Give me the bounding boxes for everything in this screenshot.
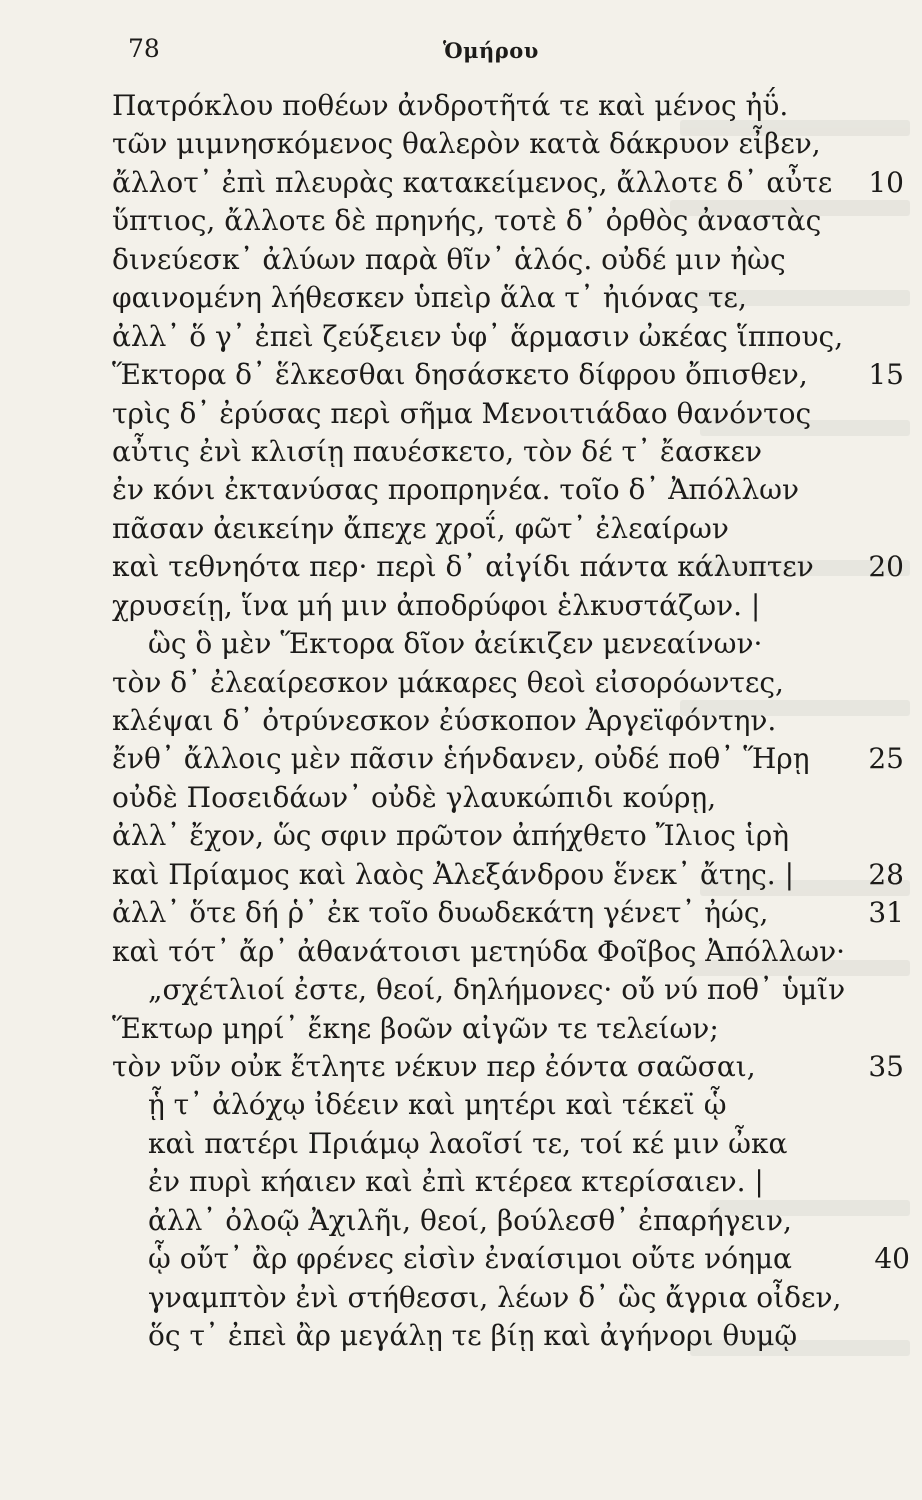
verse-line	[0, 319, 922, 357]
verse-line-text: πᾶσαν ἀεικείην ἄπεχε χροΐ, φῶτ᾽ ἐλεαίρων	[112, 511, 729, 545]
verse-line	[0, 1164, 922, 1202]
verse-line	[0, 626, 922, 664]
verse-line	[0, 703, 922, 741]
verse-line-text: ἄλλοτ᾽ ἐπὶ πλευρὰς κατακείμενος, ἄλλοτε δ᾽ αὖτε	[112, 165, 833, 199]
verse-line-text: αὖτις ἐνὶ κλισίῃ παυέσκετο, τὸν δέ τ᾽ ἔασκεν	[112, 434, 763, 468]
verse-line-text: γναμπτὸν ἐνὶ στήθεσσι, λέων δ᾽ ὣς ἄγρια οἶδεν,	[148, 1280, 842, 1314]
verse-line-text: ὕπτιος, ἄλλοτε δὲ πρηνής, τοτὲ δ᾽ ὀρθὸς ἀναστὰς	[112, 204, 822, 238]
verse-line-text: φαινομένη λήθεσκεν ὑπεὶρ ἅλα τ᾽ ἠιόνας τε,	[112, 281, 747, 315]
verse-line-text: τὸν νῦν οὐκ ἔτλητε νέκυν περ ἐόντα σαῶσαι,	[112, 1049, 756, 1083]
verse-line-text: καὶ Πρίαμος καὶ λαὸς Ἀλεξάνδρου ἕνεκ᾽ ἄτης. |	[112, 857, 795, 891]
page-number: 78	[128, 34, 160, 63]
line-number: 40	[874, 1242, 910, 1276]
verse-line	[0, 1241, 922, 1279]
verse-line	[0, 588, 922, 626]
verse-line	[0, 972, 922, 1010]
verse-line-text: ἐν κόνι ἐκτανύσας προπρηνέα. τοῖο δ᾽ Ἀπόλλων	[112, 473, 800, 507]
verse-line	[0, 780, 922, 818]
verse-line-text: „σχέτλιοί ἐστε, θεοί, δηλήμονες· οὔ νύ ποθ᾽ ὑμῖν	[148, 973, 846, 1007]
verse-line-text: ἀλλ᾽ ἔχον, ὥς σφιν πρῶτον ἀπήχθετο Ἴλιος ἱρὴ	[112, 819, 790, 853]
verse-line	[0, 203, 922, 241]
verse-line-text: καὶ πατέρι Πριάμῳ λαοῖσί τε, τοί κέ μιν ὦκα	[148, 1126, 788, 1160]
verse-line	[0, 280, 922, 318]
verse-line-text: τῶν μιμνησκόμενος θαλερὸν κατὰ δάκρυον εἶβεν,	[112, 127, 821, 161]
line-number: 10	[868, 165, 904, 199]
verse-line-text: ἔνθ᾽ ἄλλοις μὲν πᾶσιν ἑήνδανεν, οὐδέ ποθ᾽ Ἥρῃ	[112, 742, 810, 776]
verse-line-text: καὶ τεθνηότα περ· περὶ δ᾽ αἰγίδι πάντα κάλυπτεν	[112, 550, 814, 584]
verse-line-text: κλέψαι δ᾽ ὀτρύνεσκον ἐύσκοπον Ἀργεϊφόντην.	[112, 704, 777, 737]
verse-line	[0, 434, 922, 472]
verse-line	[0, 741, 922, 779]
verse-line	[0, 1049, 922, 1087]
verse-line	[0, 1203, 922, 1241]
verse-line	[0, 357, 922, 395]
verse-line	[0, 126, 922, 164]
line-number: 15	[868, 358, 904, 392]
verse-line	[0, 665, 922, 703]
line-number: 28	[868, 857, 904, 891]
verse-line-text: οὐδὲ Ποσειδάων᾽ οὐδὲ γλαυκώπιδι κούρῃ,	[112, 780, 717, 814]
verse-line-text: τρὶς δ᾽ ἐρύσας περὶ σῆμα Μενοιτιάδαο θανόντος	[112, 396, 812, 430]
verse-line	[0, 857, 922, 895]
page-header	[0, 30, 922, 70]
verse-line	[0, 472, 922, 510]
verse-line	[0, 88, 922, 126]
verse-line-text: ὅς τ᾽ ἐπεὶ ἂρ μεγάλῃ τε βίῃ καὶ ἀγήνορι θυμῷ	[148, 1319, 798, 1352]
line-number: 31	[868, 896, 904, 930]
verse-line-text: τὸν δ᾽ ἐλεαίρεσκον μάκαρες θεοὶ εἰσορόωντες,	[112, 665, 784, 699]
verse-line-text: δινεύεσκ᾽ ἀλύων παρὰ θῖν᾽ ἁλός. οὐδέ μιν ἠὼς	[112, 242, 786, 276]
verse-line	[0, 934, 922, 972]
verse-line-text: ᾧ οὔτ᾽ ἂρ φρένες εἰσὶν ἐναίσιμοι οὔτε νόημα	[148, 1242, 792, 1276]
verse-line-text: ἐν πυρὶ κήαιεν καὶ ἐπὶ κτέρεα κτερίσαιεν. |	[148, 1165, 764, 1199]
verse-line-text: ᾗ τ᾽ ἀλόχῳ ἰδέειν καὶ μητέρι καὶ τέκεϊ ᾧ	[148, 1088, 727, 1122]
verse-line	[0, 1011, 922, 1049]
running-head: Ὁμήρου	[443, 38, 539, 63]
verse-line	[0, 165, 922, 203]
verse-line-text: ὣς ὃ μὲν Ἕκτορα δῖον ἀείκιζεν μενεαίνων·	[148, 627, 763, 661]
verse-line	[0, 549, 922, 587]
verse-line	[0, 1318, 922, 1356]
verse-line-text: Πατρόκλου ποθέων ἀνδροτῆτά τε καὶ μένος ἠΰ.	[112, 89, 789, 122]
verse-text	[0, 88, 922, 1356]
verse-line-text: χρυσείῃ, ἵνα μή μιν ἀποδρύφοι ἑλκυστάζων. |	[112, 588, 761, 622]
verse-line	[0, 1280, 922, 1318]
line-number: 20	[868, 550, 904, 584]
verse-line-text: ἀλλ᾽ ὅ γ᾽ ἐπεὶ ζεύξειεν ὑφ᾽ ἅρμασιν ὠκέας ἵππους,	[112, 319, 844, 353]
verse-line-text: Ἕκτορα δ᾽ ἕλκεσθαι δησάσκετο δίφρου ὄπισθεν,	[112, 358, 808, 392]
verse-line-text: ἀλλ᾽ ὀλοῷ Ἀχιλῆι, θεοί, βούλεσθ᾽ ἐπαρήγειν,	[148, 1203, 792, 1237]
verse-line	[0, 511, 922, 549]
verse-line	[0, 1126, 922, 1164]
line-number: 25	[868, 742, 904, 776]
verse-line	[0, 396, 922, 434]
verse-line	[0, 1087, 922, 1125]
verse-line	[0, 242, 922, 280]
verse-line-text: καὶ τότ᾽ ἄρ᾽ ἀθανάτοισι μετηύδα Φοῖβος Ἀπόλλων·	[112, 934, 846, 968]
line-number: 35	[868, 1049, 904, 1083]
verse-line	[0, 818, 922, 856]
verse-line	[0, 895, 922, 933]
verse-line-text: ἀλλ᾽ ὅτε δή ῥ᾽ ἐκ τοῖο δυωδεκάτη γένετ᾽ ἠώς,	[112, 896, 769, 930]
verse-line-text: Ἕκτωρ μηρί᾽ ἔκηε βοῶν αἰγῶν τε τελείων;	[112, 1011, 719, 1045]
